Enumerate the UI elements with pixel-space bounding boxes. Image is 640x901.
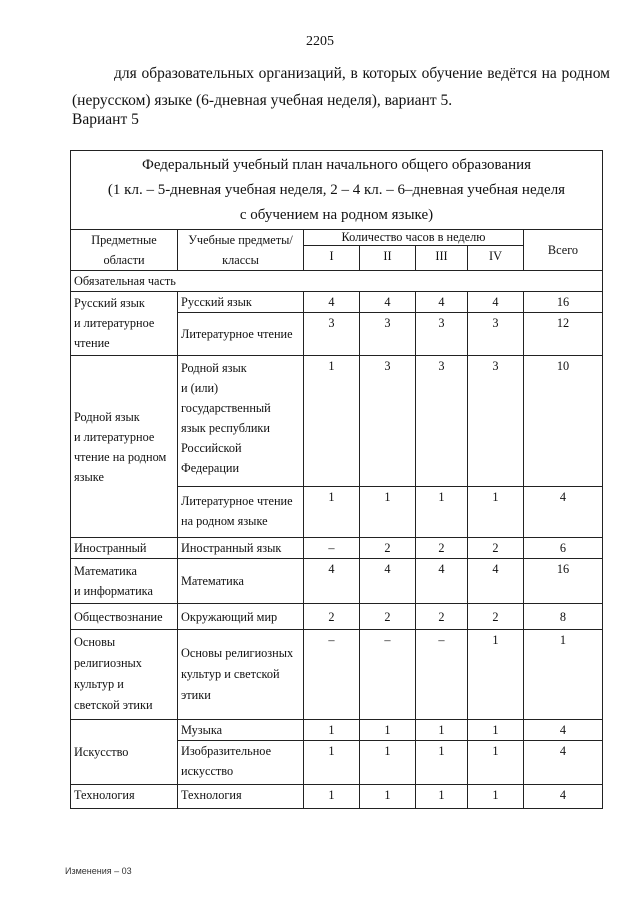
hours-cell: 2 <box>416 604 468 630</box>
total-cell: 12 <box>524 313 603 356</box>
hours-cell: 4 <box>304 559 360 604</box>
subject-cell <box>178 356 304 487</box>
hours-cell: 2 <box>360 538 416 559</box>
header-grade-4: IV <box>468 246 524 271</box>
subject-cell: Русский язык <box>178 292 304 313</box>
hours-cell: 1 <box>468 741 524 785</box>
table-title-line-2: (1 кл. – 5-дневная учебная неделя, 2 – 4 кл. – 6–дневная учебная неделя <box>107 182 566 198</box>
header-subject-line-1: Учебные предметы/ <box>188 233 293 247</box>
total-cell: 16 <box>524 559 603 604</box>
hours-cell: 4 <box>468 559 524 604</box>
subject-line: Литературное чтение <box>181 494 293 508</box>
subject-line: и (или) <box>181 381 219 395</box>
hours-cell: 3 <box>360 356 416 487</box>
hours-cell: 2 <box>468 538 524 559</box>
header-hours: Количество часов в неделю <box>304 230 524 246</box>
area-line: Русский язык <box>74 296 145 310</box>
total-cell: 4 <box>524 487 603 538</box>
hours-cell: 1 <box>304 720 360 741</box>
hours-cell: 1 <box>304 785 360 809</box>
area-line: Математика <box>74 564 137 578</box>
hours-cell: 3 <box>416 313 468 356</box>
hours-cell: 2 <box>360 604 416 630</box>
subject-line: Российской <box>181 441 242 455</box>
hours-cell: – <box>416 630 468 720</box>
table-row <box>71 538 603 559</box>
mandatory-row <box>71 271 603 292</box>
subject-line: искусство <box>181 764 234 778</box>
header-area <box>71 230 178 271</box>
area-cell: Иностранный <box>71 538 178 559</box>
area-line: Родной язык <box>74 409 140 424</box>
footer-note: Изменения – 03 <box>65 866 132 876</box>
subject-cell: Иностранный язык <box>178 538 304 559</box>
hours-cell: 2 <box>304 604 360 630</box>
intro-paragraph <box>72 60 610 114</box>
subject-cell: Музыка <box>178 720 304 741</box>
hours-cell: – <box>304 630 360 720</box>
hours-cell: 1 <box>468 487 524 538</box>
curriculum-table <box>70 150 603 809</box>
subject-line: Федерации <box>181 461 240 475</box>
area-line: Основы <box>74 635 116 649</box>
hours-cell: 1 <box>360 487 416 538</box>
hours-cell: 1 <box>416 741 468 785</box>
total-cell: 10 <box>524 356 603 487</box>
area-cell: Технология <box>71 785 178 809</box>
subject-line: на родном языке <box>181 514 268 528</box>
table-title-line-3: с обучением на родном языке) <box>239 207 434 223</box>
subject-cell <box>178 741 304 785</box>
hours-cell: 3 <box>468 313 524 356</box>
hours-cell: 4 <box>360 292 416 313</box>
hours-cell: 1 <box>416 487 468 538</box>
table-row <box>71 604 603 630</box>
subject-line: культур и светской <box>181 667 280 681</box>
total-cell: 4 <box>524 741 603 785</box>
subject-cell: Литературное чтение <box>178 313 304 356</box>
hours-cell: 1 <box>468 630 524 720</box>
table-row <box>71 292 603 313</box>
area-line: и информатика <box>74 584 153 598</box>
table-row <box>71 356 603 487</box>
total-cell: 6 <box>524 538 603 559</box>
hours-cell: 1 <box>304 356 360 487</box>
area-cell <box>71 630 178 720</box>
area-line: чтение <box>74 336 110 350</box>
subject-line: государственный <box>181 401 271 415</box>
table-row <box>71 720 603 741</box>
subject-cell: Окружающий мир <box>178 604 304 630</box>
table-title-line-1: Федеральный учебный план начального общего образования <box>141 157 532 173</box>
hours-cell: 2 <box>416 538 468 559</box>
subject-line: Родной язык <box>181 361 247 375</box>
hours-cell: 4 <box>416 559 468 604</box>
subject-cell <box>178 630 304 720</box>
hours-cell: 2 <box>468 604 524 630</box>
table-row <box>71 785 603 809</box>
subject-line: Изобразительное <box>181 744 272 758</box>
hours-cell: 1 <box>360 741 416 785</box>
table-row <box>71 559 603 604</box>
total-cell: 1 <box>524 630 603 720</box>
hours-cell: 3 <box>360 313 416 356</box>
total-cell: 4 <box>524 720 603 741</box>
hours-cell: 1 <box>360 785 416 809</box>
total-cell: 16 <box>524 292 603 313</box>
area-line: чтение на родном <box>74 449 167 464</box>
area-line: культур и <box>74 677 124 691</box>
area-line: светской этики <box>74 698 153 712</box>
table-title <box>71 151 603 230</box>
hours-cell: 1 <box>468 720 524 741</box>
subject-line: этики <box>181 688 211 702</box>
total-cell: 4 <box>524 785 603 809</box>
hours-cell: 3 <box>416 356 468 487</box>
area-cell <box>71 559 178 604</box>
area-cell: Обществознание <box>71 604 178 630</box>
header-subject <box>178 230 304 271</box>
area-line: языке <box>74 469 104 484</box>
hours-cell: 1 <box>468 785 524 809</box>
hours-cell: 1 <box>416 785 468 809</box>
table-row <box>71 630 603 720</box>
page-number: 2205 <box>306 34 334 49</box>
area-line: и литературное <box>74 429 155 444</box>
hours-cell: 3 <box>304 313 360 356</box>
header-total: Всего <box>524 230 603 271</box>
area-cell <box>71 292 178 356</box>
hours-cell: – <box>360 630 416 720</box>
intro-line-1: для образовательных организаций, в которых обучение ведётся на родном <box>114 65 610 82</box>
header-grade-3: III <box>416 246 468 271</box>
subject-line: язык республики <box>181 421 270 435</box>
subject-cell: Технология <box>178 785 304 809</box>
hours-cell: 1 <box>360 720 416 741</box>
hours-cell: 4 <box>416 292 468 313</box>
hours-cell: 1 <box>416 720 468 741</box>
header-area-line-2: области <box>103 253 145 267</box>
area-line: религиозных <box>74 656 142 670</box>
hours-cell: 1 <box>304 487 360 538</box>
hours-cell: 4 <box>360 559 416 604</box>
hours-cell: 3 <box>468 356 524 487</box>
table-title-row <box>71 151 603 230</box>
subject-line: Основы религиозных <box>181 646 294 660</box>
subject-cell: Математика <box>178 559 304 604</box>
header-area-line-1: Предметные <box>91 233 157 247</box>
header-subject-line-2: классы <box>222 253 259 267</box>
header-grade-1: I <box>304 246 360 271</box>
header-row <box>71 230 603 246</box>
hours-cell: – <box>304 538 360 559</box>
intro-line-2: (нерусском) языке (6-дневная учебная неделя), вариант 5. <box>72 92 453 109</box>
variant-label: Вариант 5 <box>72 111 139 128</box>
hours-cell: 4 <box>468 292 524 313</box>
hours-cell: 4 <box>304 292 360 313</box>
mandatory-label: Обязательная часть <box>71 271 603 292</box>
hours-cell: 1 <box>304 741 360 785</box>
area-cell: Искусство <box>71 720 178 785</box>
area-line: и литературное <box>74 316 155 330</box>
header-grade-2: II <box>360 246 416 271</box>
total-cell: 8 <box>524 604 603 630</box>
subject-cell <box>178 487 304 538</box>
area-cell <box>71 356 178 538</box>
